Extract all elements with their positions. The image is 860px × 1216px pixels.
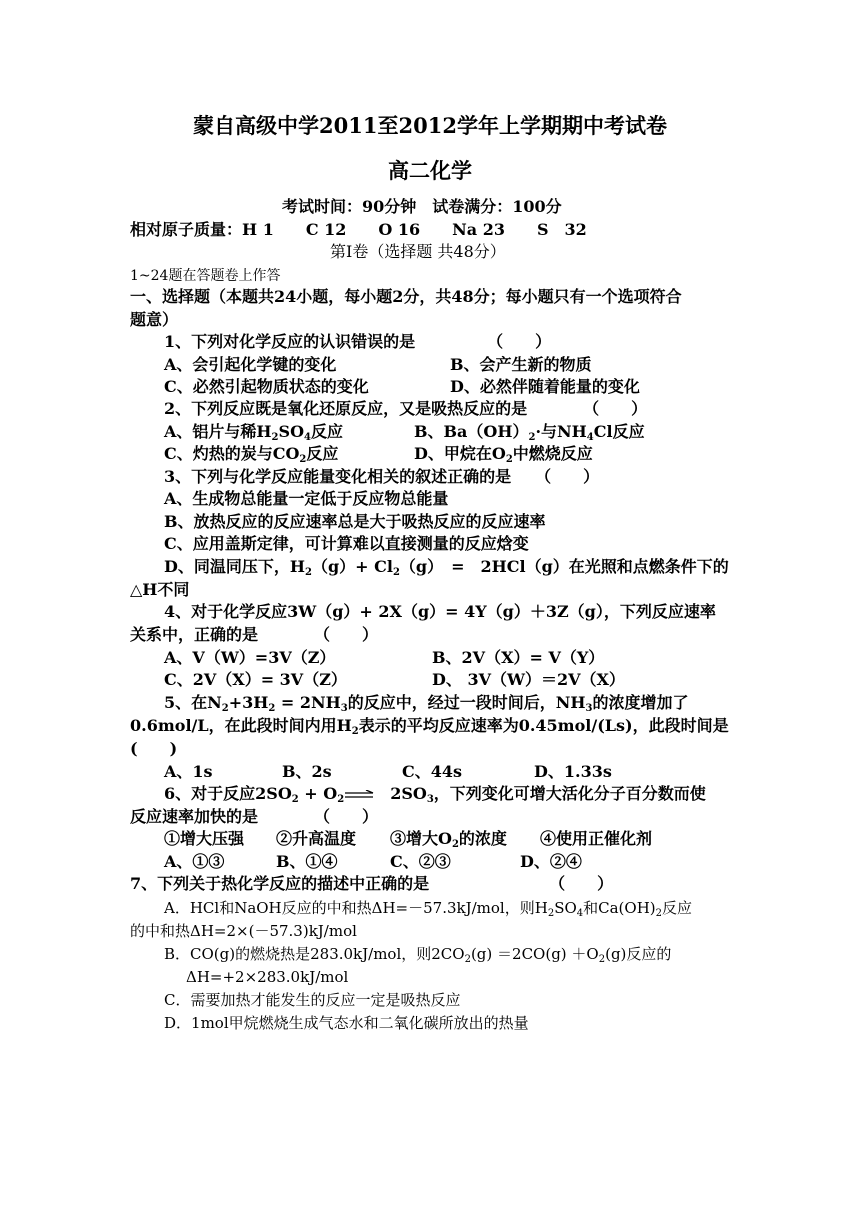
subject-title: 高二化学 (388, 158, 472, 183)
atomic-mass-line: 相对原子质量：H 1 C 12 O 16 Na 23 S 32 (130, 220, 587, 239)
q1-option-a: A、会引起化学键的变化 (164, 355, 337, 374)
q1-option-d: D、必然伴随着能量的变化 (450, 377, 640, 396)
q6-statement-3: ③增大$O_2$的浓度 (390, 829, 507, 850)
q6-stem-line-1: 6、对于反应$2SO_2 + O_2$ $2SO_3$，下列变化可增大活化分子百分数而使 (164, 784, 706, 805)
q1-option-b: B、会产生新的物质 (450, 355, 592, 374)
q4-stem-line-2: 关系中，正确的是 （ ） (130, 625, 379, 644)
equilibrium-arrow-icon (344, 790, 374, 800)
q3-stem: 3、下列与化学反应能量变化相关的叙述正确的是 （ ） (164, 467, 600, 486)
q3-option-c: C、应用盖斯定律，可计算难以直接测量的反应焓变 (164, 534, 529, 553)
q3-option-a: A、生成物总能量一定低于反应物总能量 (164, 489, 449, 508)
section-intro-line-2: 题意） (130, 310, 179, 329)
q1-stem: 1、下列对化学反应的认识错误的是 （ ） (164, 332, 552, 351)
q5-answer-blank: ( ) (130, 739, 178, 758)
q4-option-a: A、V（W）=3V（Z） (164, 648, 336, 667)
q2-stem: 2、下列反应既是氧化还原反应，又是吸热反应的是 （ ） (164, 399, 648, 418)
q3-option-d-continued: △H不同 (130, 580, 190, 599)
q6-option-a: A、①③ (164, 852, 225, 871)
q6-statement-2: ②升高温度 (276, 829, 357, 848)
q4-option-d: D、 3V（W）＝2V（X） (432, 670, 625, 689)
q5-option-b: B、2s (282, 762, 332, 781)
q1-option-c: C、必然引起物质状态的变化 (164, 377, 369, 396)
q2-option-b: B、$Ba(OH)_2\cdot$与$NH_4Cl$反应 (414, 422, 645, 443)
q5-stem-line-1: 5、在$N_2+3H_2 = 2NH_3$的反应中，经过一段时间后，$NH_3$的浓度增加了 (164, 693, 689, 714)
q6-statement-4: ④使用正催化剂 (540, 829, 653, 848)
q7-option-b-line-1: B．CO(g)的燃烧热是283.0kJ/mol，则$2CO_2(g) =2CO(g) +O_2(g)$反应的 (164, 945, 672, 965)
exam-title: 蒙自高级中学2011至2012学年上学期期中考试卷 (193, 113, 667, 138)
q7-option-a-line-1: A．HCl和NaOH反应的中和热ΔH=－57.3kJ/mol，则$H_2SO_4$和$Ca(OH)_2$反应 (164, 899, 693, 919)
q6-option-c: C、②③ (390, 852, 451, 871)
q5-option-c: C、44s (402, 762, 463, 781)
q4-stem-line-1: 4、对于化学反应3W（g）+ 2X（g）= 4Y（g）＋3Z（g），下列反应速率 (164, 602, 716, 621)
q5-stem-line-2: 0.6mol/L，在此段时间内用$H_2$表示的平均反应速率为0.45mol/(Ls)，此段时间是 (130, 716, 729, 737)
q7-option-d: D．1mol甲烷燃烧生成气态水和二氧化碳所放出的热量 (164, 1014, 529, 1032)
q3-option-d: D、同温同压下，$H_2(g)+ Cl_2(g)$ = 2HCl（g）在光照和点燃条件下的 (164, 557, 729, 578)
q6-option-d: D、②④ (520, 852, 582, 871)
section-intro-line-1: 一、选择题（本题共24小题，每小题2分，共48分；每小题只有一个选项符合 (130, 287, 682, 306)
q5-option-a: A、1s (164, 762, 213, 781)
q5-option-d: D、1.33s (534, 762, 612, 781)
q7-option-a-line-2: 的中和热ΔH=2×(－57.3)kJ/mol (130, 922, 357, 940)
q6-option-b: B、①④ (276, 852, 338, 871)
q7-stem: 7、下列关于热化学反应的描述中正确的是 （ ） (130, 874, 614, 893)
q4-option-c: C、2V（X）= 3V（Z） (164, 670, 347, 689)
part-title: 第Ⅰ卷（选择题 共48分） (330, 242, 506, 261)
q2-option-a: A、铝片与稀$H_2SO_4$反应 (164, 422, 343, 443)
q4-option-b: B、2V（X）= V（Y） (432, 648, 605, 667)
answer-note: 1~24题在答题卷上作答 (130, 268, 281, 284)
q3-option-b: B、放热反应的反应速率总是大于吸热反应的反应速率 (164, 512, 546, 531)
q7-option-b-line-2: ΔH=+2×283.0kJ/mol (186, 968, 349, 986)
q6-stem-line-2: 反应速率加快的是 （ ） (130, 807, 379, 826)
q7-option-c: C．需要加热才能发生的反应一定是吸热反应 (164, 991, 461, 1009)
q6-statement-1: ①增大压强 (164, 829, 245, 848)
q2-option-c: C、灼热的炭与$CO_2$反应 (164, 444, 339, 465)
q2-option-d: D、甲烷在$O_2$中燃烧反应 (414, 444, 593, 465)
exam-info: 考试时间：90分钟 试卷满分：100分 (282, 197, 562, 216)
